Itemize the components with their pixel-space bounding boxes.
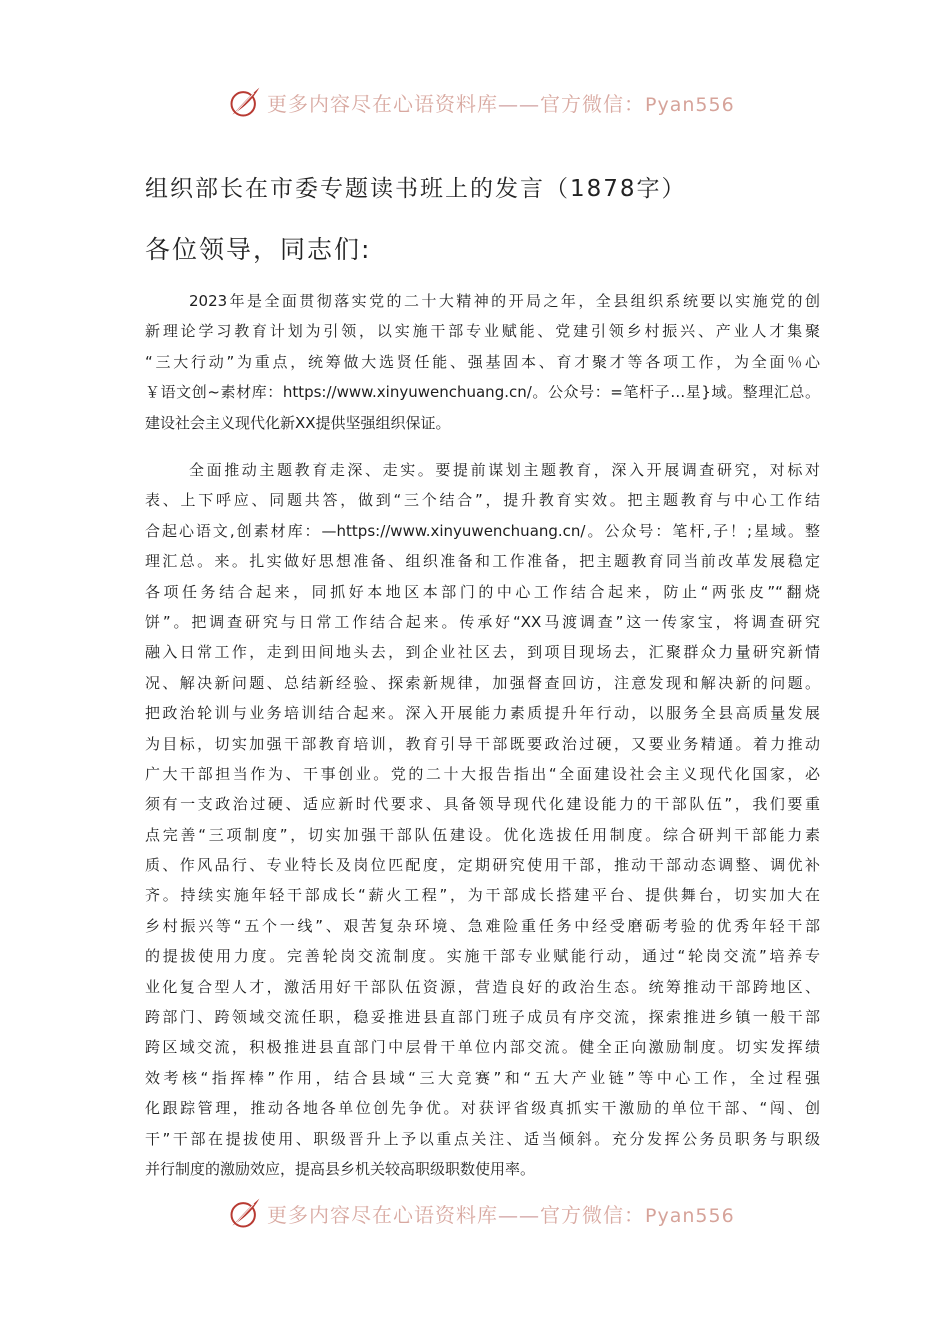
banner-wechat-id: Pyan556 <box>645 1204 735 1227</box>
paragraph-line: 理汇总。来。扎实做好思想准备、组织准备和工作准备，把主题教育同当前改革发展稳定 <box>145 552 820 571</box>
paragraph-line: “三大行动”为重点，统筹做大选贤任能、强基固本、育才聚才等各项工作，为全面％心 <box>145 352 820 371</box>
banner-wechat-label: 官方微信： <box>540 91 645 116</box>
paragraph-line: 化跟踪管理，推动各地各单位创先争优。对获评省级真抓实干激励的单位干部、“闯、创 <box>145 1099 820 1118</box>
paragraph-line: 2023年是全面贯彻落实党的二十大精神的开局之年，全县组织系统要以实施党的创 <box>189 292 820 310</box>
paragraph-line: 把政治轮训与业务培训结合起来。深入开展能力素质提升年行动，以服务全县高质量发展 <box>145 704 820 723</box>
footer-banner <box>227 1193 735 1233</box>
paragraph-line: 新理论学习教育计划为引领，以实施干部专业赋能、党建引领乡村振兴、产业人才集聚 <box>145 322 820 341</box>
paragraph-line: 饼”。把调查研究与日常工作结合起来。传承好“XX马渡调查”这一传家宝，将调查研究 <box>145 612 820 631</box>
paragraph-1 <box>145 286 820 438</box>
paragraph-line: 全面推动主题教育走深、走实。要提前谋划主题教育，深入开展调查研究，对标对 <box>189 461 820 479</box>
header-banner <box>227 82 735 122</box>
quill-logo-icon <box>227 84 263 120</box>
paragraph-line: 建设社会主义现代化新XX提供坚强组织保证。 <box>145 413 451 432</box>
banner-main-text: 更多内容尽在心语资料库 <box>267 1202 498 1227</box>
banner-main-text: 更多内容尽在心语资料库 <box>267 91 498 116</box>
paragraph-line: 跨部门、跨领域交流任职，稳妥推进县直部门班子成员有序交流，探索推进乡镇一般干部 <box>145 1008 820 1027</box>
paragraph-line: 点完善“三项制度”，切实加强干部队伍建设。优化选拔任用制度。综合研判干部能力素 <box>145 825 820 844</box>
banner-text <box>267 88 735 117</box>
paragraph-line: 乡村振兴等“五个一线”、艰苦复杂环境、急难险重任务中经受磨砺考验的优秀年轻干部 <box>145 916 820 935</box>
banner-dash: —— <box>498 1202 540 1227</box>
paragraph-line: 表、上下呼应、同题共答，做到“三个结合”，提升教育实效。把主题教育与中心工作结 <box>145 491 820 510</box>
paragraph-line: 为目标，切实加强干部教育培训，教育引导干部既要政治过硬，又要业务精通。着力推动 <box>145 734 820 753</box>
paragraph-line: 跨区域交流，积极推进县直部门中层骨干单位内部交流。健全正向激励制度。切实发挥绩 <box>145 1038 820 1057</box>
banner-wechat-label: 官方微信： <box>540 1202 645 1227</box>
banner-wechat-id: Pyan556 <box>645 93 735 116</box>
paragraph-line: 融入日常工作，走到田间地头去，到企业社区去，到项目现场去，汇聚群众力量研究新情 <box>145 643 820 662</box>
paragraph-2 <box>145 455 820 1184</box>
quill-logo-icon <box>227 1195 263 1231</box>
banner-dash: —— <box>498 91 540 116</box>
paragraph-line: 效考核“指挥棒”作用，结合县域“三大竞赛”和“五大产业链”等中心工作，全过程强 <box>145 1068 820 1087</box>
banner-text <box>267 1199 735 1228</box>
paragraph-line: 的提拔使用力度。完善轮岗交流制度。实施干部专业赋能行动，通过“轮岗交流”培养专 <box>145 947 820 966</box>
paragraph-line: 合起心语文,创素材库：—https://www.xinyuwenchuang.cn/。公众号：笔杆,子！;星域。整 <box>145 521 820 540</box>
paragraph-line: 干”干部在提拔使用、职级晋升上予以重点关注、适当倾斜。充分发挥公务员职务与职级 <box>145 1129 820 1148</box>
paragraph-line: 况、解决新问题、总结新经验、探索新规律，加强督查回访，注意发现和解决新的问题。 <box>145 673 820 692</box>
paragraph-line: 质、作风品行、专业特长及岗位匹配度，定期研究使用干部，推动干部动态调整、调优补 <box>145 856 820 875</box>
paragraph-line: 业化复合型人才，激活用好干部队伍资源，营造良好的政治生态。统筹推动干部跨地区、 <box>145 977 820 996</box>
salutation: 各位领导，同志们: <box>145 235 372 264</box>
paragraph-line: 须有一支政治过硬、适应新时代要求、具备领导现代化建设能力的干部队伍”，我们要重 <box>145 795 820 814</box>
paragraph-line: 并行制度的激励效应，提高县乡机关较高职级职数使用率。 <box>145 1159 536 1178</box>
paragraph-line: 各项任务结合起来，同抓好本地区本部门的中心工作结合起来，防止“两张皮”“翻烧 <box>145 582 820 601</box>
paragraph-line: 广大干部担当作为、干事创业。党的二十大报告指出“全面建设社会主义现代化国家，必 <box>145 764 820 783</box>
document-title: 组织部长在市委专题读书班上的发言（1878字） <box>145 176 687 202</box>
paragraph-line: ￥语文创~素材库：https://www.xinyuwenchuang.cn/。公众号：=笔杆子…星}域。整理汇总。 <box>145 383 820 402</box>
paragraph-line: 齐。持续实施年轻干部成长“薪火工程”，为干部成长搭建平台、提供舞台，切实加大在 <box>145 886 820 905</box>
